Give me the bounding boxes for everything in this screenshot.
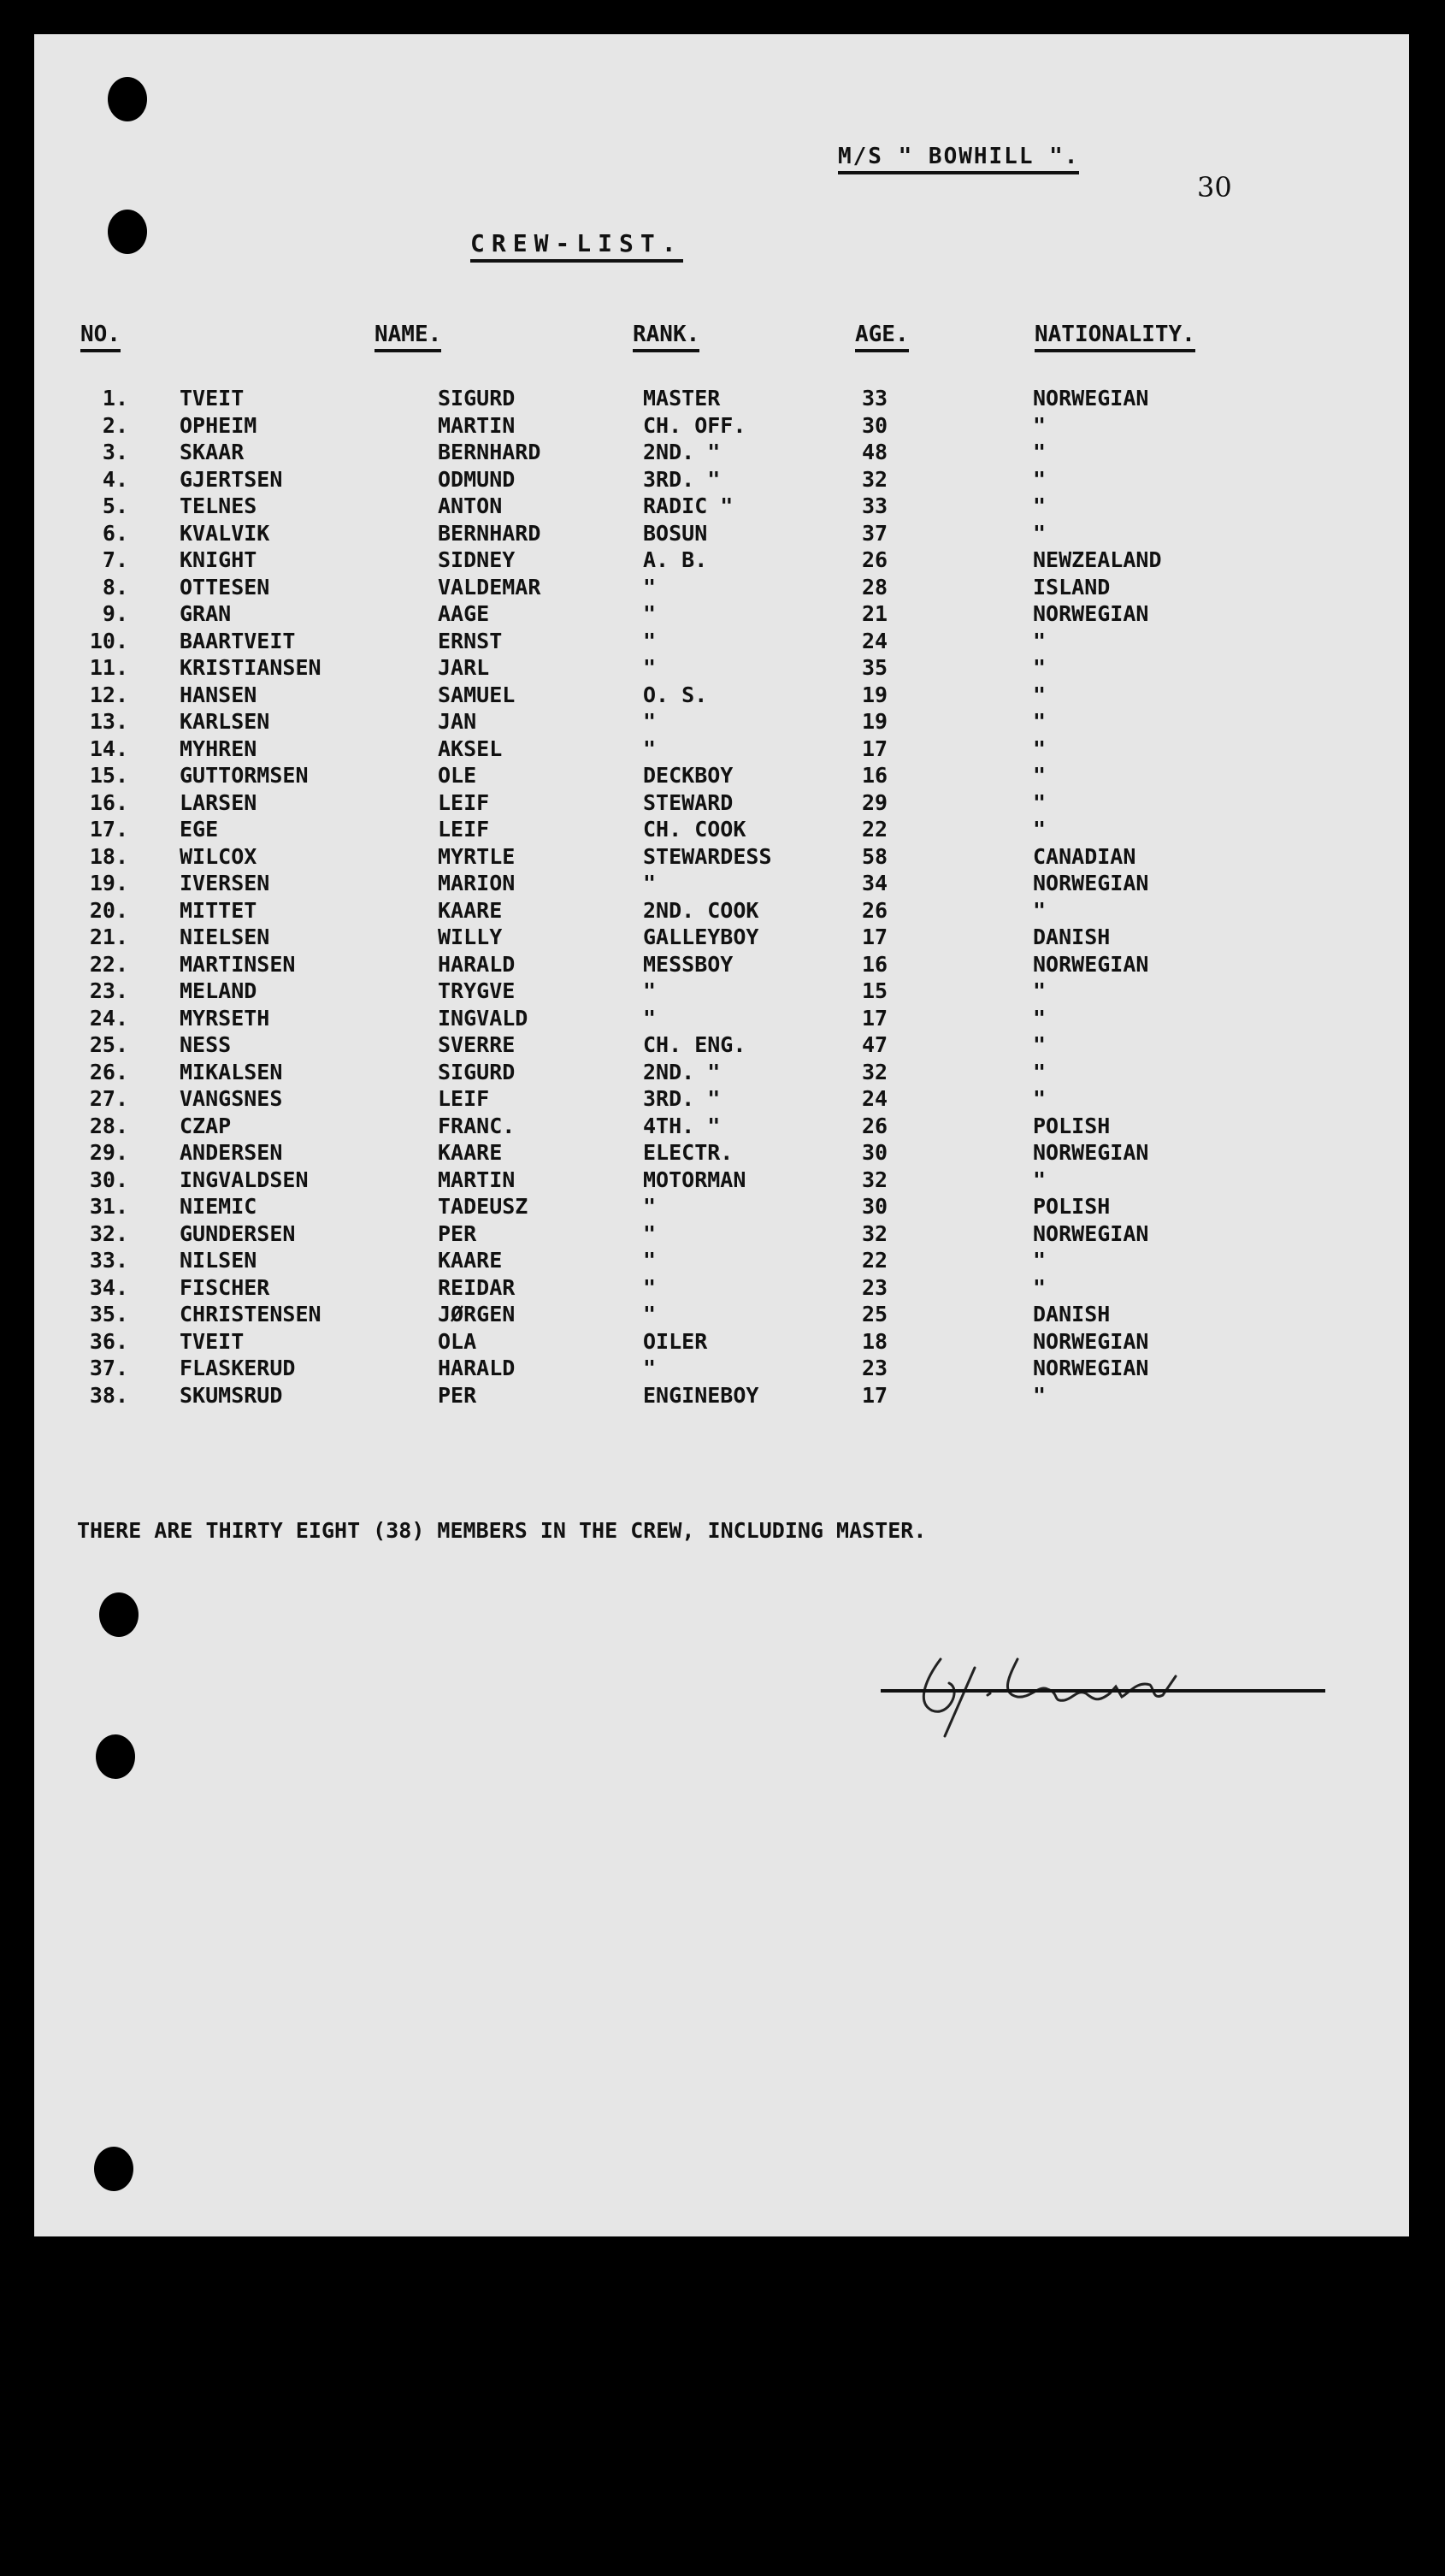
crew-nationality: NEWZEALAND <box>1033 547 1162 572</box>
crew-rank: 2ND. COOK <box>643 897 759 923</box>
crew-surname: NIELSEN <box>180 925 270 949</box>
crew-nationality: ISLAND <box>1033 574 1111 600</box>
crew-age: 32 <box>862 1167 888 1192</box>
crew-row <box>34 1031 1409 1059</box>
crew-rank: 2ND. " <box>643 440 721 464</box>
crew-first-name: ANTON <box>438 493 503 518</box>
crew-number: 3. <box>102 440 128 464</box>
crew-age: 24 <box>862 628 888 653</box>
crew-first-name: SIGURD <box>438 1059 516 1084</box>
crew-surname: GJERTSEN <box>180 466 283 492</box>
crew-rank: " <box>643 1302 657 1326</box>
crew-rank: OILER <box>643 1328 708 1354</box>
crew-first-name: TADEUSZ <box>438 1194 528 1219</box>
crew-number: 22. <box>89 951 128 977</box>
crew-surname: KVALVIK <box>180 520 270 546</box>
crew-surname: WILCOX <box>180 843 257 869</box>
crew-surname: KNIGHT <box>180 547 257 572</box>
punch-hole <box>96 1734 135 1779</box>
crew-first-name: TRYGVE <box>438 978 516 1003</box>
crew-nationality: POLISH <box>1033 1194 1111 1219</box>
crew-surname: LARSEN <box>180 789 257 815</box>
crew-row <box>34 547 1409 574</box>
crew-rank: STEWARD <box>643 789 734 815</box>
crew-rank: " <box>643 601 657 626</box>
crew-nationality: " <box>1033 1086 1047 1111</box>
crew-first-name: SAMUEL <box>438 682 516 707</box>
crew-nationality: " <box>1033 763 1047 788</box>
crew-age: 25 <box>862 1302 888 1326</box>
crew-number: 38. <box>89 1382 128 1408</box>
crew-row <box>34 1355 1409 1382</box>
crew-row <box>34 385 1409 412</box>
crew-surname: VANGSNES <box>180 1086 283 1111</box>
page-number: 30 <box>1197 171 1232 204</box>
crew-number: 15. <box>89 763 128 788</box>
crew-nationality: " <box>1033 817 1047 842</box>
crew-row <box>34 1382 1409 1409</box>
crew-nationality: NORWEGIAN <box>1033 601 1149 626</box>
crew-first-name: AKSEL <box>438 736 503 761</box>
crew-nationality: DANISH <box>1033 1302 1111 1326</box>
crew-row <box>34 816 1409 843</box>
crew-surname: FISCHER <box>180 1274 270 1300</box>
crew-first-name: SVERRE <box>438 1032 516 1057</box>
crew-rank: A. B. <box>643 547 708 572</box>
crew-nationality: " <box>1033 520 1047 546</box>
crew-rank: ENGINEBOY <box>643 1382 759 1408</box>
crew-row <box>34 412 1409 440</box>
crew-surname: CHRISTENSEN <box>180 1302 321 1326</box>
crew-number: 31. <box>89 1194 128 1219</box>
punch-hole <box>108 77 147 121</box>
crew-first-name: ODMUND <box>438 466 516 492</box>
crew-surname: OPHEIM <box>180 412 257 438</box>
crew-nationality: CANADIAN <box>1033 843 1136 869</box>
crew-nationality: " <box>1033 1032 1047 1057</box>
crew-rank: DECKBOY <box>643 763 734 788</box>
crew-number: 36. <box>89 1328 128 1354</box>
crew-age: 26 <box>862 1113 888 1138</box>
crew-rank: ELECTR. <box>643 1140 734 1165</box>
crew-age: 32 <box>862 466 888 492</box>
crew-first-name: REIDAR <box>438 1274 516 1300</box>
crew-nationality: POLISH <box>1033 1113 1111 1138</box>
crew-surname: TELNES <box>180 493 257 518</box>
column-header-no: NO. <box>80 322 121 352</box>
crew-number: 26. <box>89 1059 128 1084</box>
crew-number: 27. <box>89 1086 128 1111</box>
crew-nationality: NORWEGIAN <box>1033 871 1149 895</box>
crew-number: 1. <box>102 386 128 411</box>
crew-row <box>34 574 1409 601</box>
crew-row <box>34 951 1409 978</box>
crew-first-name: MARTIN <box>438 1167 516 1192</box>
crew-nationality: " <box>1033 1382 1047 1408</box>
crew-age: 21 <box>862 601 888 626</box>
crew-age: 30 <box>862 1140 888 1165</box>
crew-row <box>34 654 1409 682</box>
crew-surname: MYHREN <box>180 736 257 761</box>
crew-number: 24. <box>89 1005 128 1031</box>
crew-row <box>34 897 1409 925</box>
crew-rank: CH. COOK <box>643 817 746 842</box>
crew-rank: RADIC " <box>643 493 734 518</box>
crew-age: 23 <box>862 1356 888 1380</box>
crew-rank: " <box>643 736 657 761</box>
crew-first-name: SIGURD <box>438 386 516 411</box>
crew-first-name: PER <box>438 1220 477 1246</box>
crew-age: 22 <box>862 1248 888 1273</box>
crew-surname: MYRSETH <box>180 1005 270 1031</box>
crew-surname: GRAN <box>180 601 232 626</box>
crew-first-name: PER <box>438 1382 477 1408</box>
crew-first-name: OLA <box>438 1328 477 1354</box>
crew-rank: BOSUN <box>643 520 708 546</box>
crew-number: 17. <box>89 817 128 842</box>
crew-row <box>34 1193 1409 1220</box>
crew-surname: SKUMSRUD <box>180 1382 283 1408</box>
crew-rank: CH. OFF. <box>643 412 746 438</box>
crew-age: 33 <box>862 386 888 411</box>
crew-age: 22 <box>862 817 888 842</box>
crew-surname: MELAND <box>180 978 257 1003</box>
crew-rank: 3RD. " <box>643 466 721 492</box>
crew-number: 6. <box>102 520 128 546</box>
crew-nationality: " <box>1033 709 1047 734</box>
crew-age: 30 <box>862 1194 888 1219</box>
crew-rank: 4TH. " <box>643 1113 721 1138</box>
crew-surname: TVEIT <box>180 386 245 411</box>
document-page <box>34 34 1409 2236</box>
crew-nationality: " <box>1033 736 1047 761</box>
crew-surname: NESS <box>180 1032 232 1057</box>
crew-age: 37 <box>862 520 888 546</box>
crew-age: 17 <box>862 925 888 949</box>
crew-nationality: NORWEGIAN <box>1033 951 1149 977</box>
crew-age: 33 <box>862 493 888 518</box>
crew-row <box>34 762 1409 789</box>
column-header-rank: RANK. <box>633 322 699 352</box>
crew-rank: " <box>643 1274 657 1300</box>
crew-row <box>34 978 1409 1005</box>
crew-first-name: ERNST <box>438 628 503 653</box>
crew-number: 21. <box>89 925 128 949</box>
crew-rank: " <box>643 655 657 680</box>
crew-nationality: " <box>1033 1167 1047 1192</box>
crew-nationality: NORWEGIAN <box>1033 1220 1149 1246</box>
crew-age: 17 <box>862 1005 888 1031</box>
column-header-age: AGE. <box>855 322 909 352</box>
crew-first-name: JARL <box>438 655 490 680</box>
crew-first-name: JØRGEN <box>438 1302 516 1326</box>
crew-surname: TVEIT <box>180 1328 245 1354</box>
crew-surname: KRISTIANSEN <box>180 655 321 680</box>
crew-row <box>34 1005 1409 1032</box>
crew-first-name: WILLY <box>438 925 503 949</box>
crew-row <box>34 843 1409 871</box>
crew-list <box>34 385 1409 1409</box>
crew-number: 33. <box>89 1248 128 1273</box>
crew-surname: OTTESEN <box>180 574 270 600</box>
document-title: CREW-LIST. <box>470 229 683 263</box>
crew-number: 4. <box>102 466 128 492</box>
crew-nationality: NORWEGIAN <box>1033 1140 1149 1165</box>
crew-first-name: VALDEMAR <box>438 574 541 600</box>
crew-first-name: KAARE <box>438 1140 503 1165</box>
crew-row <box>34 1328 1409 1356</box>
crew-rank: MOTORMAN <box>643 1167 746 1192</box>
punch-hole <box>99 1592 139 1637</box>
crew-surname: CZAP <box>180 1113 232 1138</box>
crew-row <box>34 789 1409 817</box>
crew-row <box>34 708 1409 736</box>
crew-number: 23. <box>89 978 128 1003</box>
crew-row <box>34 466 1409 493</box>
crew-first-name: BERNHARD <box>438 520 541 546</box>
crew-nationality: " <box>1033 978 1047 1003</box>
crew-number: 18. <box>89 843 128 869</box>
crew-first-name: LEIF <box>438 789 490 815</box>
crew-age: 19 <box>862 682 888 707</box>
crew-first-name: MARION <box>438 871 516 895</box>
crew-rank: GALLEYBOY <box>643 925 759 949</box>
crew-nationality: " <box>1033 1248 1047 1273</box>
signature-scrawl <box>881 1608 1325 1762</box>
crew-row <box>34 1301 1409 1328</box>
crew-age: 29 <box>862 789 888 815</box>
crew-number: 10. <box>89 628 128 653</box>
crew-rank: CH. ENG. <box>643 1032 746 1057</box>
crew-first-name: MARTIN <box>438 412 516 438</box>
crew-nationality: " <box>1033 1005 1047 1031</box>
crew-first-name: FRANC. <box>438 1113 516 1138</box>
crew-row <box>34 682 1409 709</box>
crew-surname: NIEMIC <box>180 1194 257 1219</box>
crew-age: 34 <box>862 871 888 895</box>
column-header-name: NAME. <box>375 322 441 352</box>
crew-row <box>34 439 1409 466</box>
crew-first-name: MYRTLE <box>438 843 516 869</box>
crew-row <box>34 1167 1409 1194</box>
crew-nationality: " <box>1033 628 1047 653</box>
crew-nationality: " <box>1033 1059 1047 1084</box>
crew-nationality: NORWEGIAN <box>1033 386 1149 411</box>
crew-rank: " <box>643 1194 657 1219</box>
crew-surname: MITTET <box>180 897 257 923</box>
crew-surname: INGVALDSEN <box>180 1167 309 1192</box>
crew-number: 34. <box>89 1274 128 1300</box>
crew-number: 37. <box>89 1356 128 1380</box>
crew-age: 16 <box>862 763 888 788</box>
crew-nationality: NORWEGIAN <box>1033 1356 1149 1380</box>
crew-surname: SKAAR <box>180 440 245 464</box>
crew-row <box>34 1085 1409 1113</box>
crew-number: 8. <box>102 574 128 600</box>
crew-rank: " <box>643 628 657 653</box>
crew-age: 28 <box>862 574 888 600</box>
crew-age: 26 <box>862 897 888 923</box>
crew-number: 25. <box>89 1032 128 1057</box>
crew-first-name: INGVALD <box>438 1005 528 1031</box>
crew-age: 32 <box>862 1220 888 1246</box>
crew-number: 29. <box>89 1140 128 1165</box>
crew-row <box>34 924 1409 951</box>
crew-age: 15 <box>862 978 888 1003</box>
crew-age: 24 <box>862 1086 888 1111</box>
crew-age: 23 <box>862 1274 888 1300</box>
crew-surname: ANDERSEN <box>180 1140 283 1165</box>
crew-number: 32. <box>89 1220 128 1246</box>
crew-age: 35 <box>862 655 888 680</box>
crew-age: 18 <box>862 1328 888 1354</box>
crew-surname: NILSEN <box>180 1248 257 1273</box>
crew-row <box>34 600 1409 628</box>
crew-first-name: SIDNEY <box>438 547 516 572</box>
ship-name: M/S " BOWHILL ". <box>838 144 1079 174</box>
crew-nationality: " <box>1033 682 1047 707</box>
crew-age: 58 <box>862 843 888 869</box>
crew-first-name: LEIF <box>438 1086 490 1111</box>
crew-nationality: NORWEGIAN <box>1033 1328 1149 1354</box>
crew-row <box>34 628 1409 655</box>
crew-first-name: BERNHARD <box>438 440 541 464</box>
crew-rank: " <box>643 1356 657 1380</box>
crew-age: 30 <box>862 412 888 438</box>
crew-row <box>34 1139 1409 1167</box>
crew-number: 28. <box>89 1113 128 1138</box>
crew-rank: MESSBOY <box>643 951 734 977</box>
punch-hole <box>108 210 147 254</box>
crew-number: 16. <box>89 789 128 815</box>
crew-first-name: OLE <box>438 763 477 788</box>
crew-surname: FLASKERUD <box>180 1356 296 1380</box>
crew-nationality: DANISH <box>1033 925 1111 949</box>
crew-number: 13. <box>89 709 128 734</box>
crew-row <box>34 520 1409 547</box>
crew-rank: " <box>643 978 657 1003</box>
crew-nationality: " <box>1033 466 1047 492</box>
crew-age: 47 <box>862 1032 888 1057</box>
crew-rank: " <box>643 574 657 600</box>
crew-summary: THERE ARE THIRTY EIGHT (38) MEMBERS IN THE CREW, INCLUDING MASTER. <box>77 1518 927 1543</box>
crew-surname: MIKALSEN <box>180 1059 283 1084</box>
crew-surname: MARTINSEN <box>180 951 296 977</box>
crew-row <box>34 736 1409 763</box>
crew-first-name: KAARE <box>438 897 503 923</box>
crew-age: 17 <box>862 1382 888 1408</box>
crew-nationality: " <box>1033 1274 1047 1300</box>
crew-nationality: " <box>1033 789 1047 815</box>
signature-line <box>881 1689 1325 1693</box>
crew-surname: GUNDERSEN <box>180 1220 296 1246</box>
crew-row <box>34 1274 1409 1302</box>
crew-number: 7. <box>102 547 128 572</box>
crew-first-name: HARALD <box>438 951 516 977</box>
crew-rank: O. S. <box>643 682 708 707</box>
crew-age: 48 <box>862 440 888 464</box>
crew-number: 11. <box>89 655 128 680</box>
crew-first-name: JAN <box>438 709 477 734</box>
crew-rank: STEWARDESS <box>643 843 772 869</box>
crew-rank: 2ND. " <box>643 1059 721 1084</box>
crew-nationality: " <box>1033 440 1047 464</box>
crew-rank: " <box>643 1248 657 1273</box>
crew-row <box>34 1220 1409 1248</box>
crew-age: 16 <box>862 951 888 977</box>
crew-number: 9. <box>102 601 128 626</box>
crew-nationality: " <box>1033 412 1047 438</box>
crew-number: 35. <box>89 1302 128 1326</box>
crew-rank: MASTER <box>643 386 721 411</box>
crew-surname: GUTTORMSEN <box>180 763 309 788</box>
crew-first-name: LEIF <box>438 817 490 842</box>
crew-age: 17 <box>862 736 888 761</box>
crew-number: 19. <box>89 871 128 895</box>
crew-first-name: KAARE <box>438 1248 503 1273</box>
crew-first-name: HARALD <box>438 1356 516 1380</box>
crew-row <box>34 1247 1409 1274</box>
crew-rank: " <box>643 709 657 734</box>
crew-surname: EGE <box>180 817 219 842</box>
punch-hole <box>94 2147 133 2191</box>
crew-row <box>34 493 1409 520</box>
crew-rank: " <box>643 1005 657 1031</box>
crew-rank: 3RD. " <box>643 1086 721 1111</box>
column-header-nationality: NATIONALITY. <box>1035 322 1195 352</box>
crew-nationality: " <box>1033 897 1047 923</box>
crew-row <box>34 870 1409 897</box>
crew-age: 26 <box>862 547 888 572</box>
signature <box>881 1608 1325 1762</box>
crew-surname: KARLSEN <box>180 709 270 734</box>
crew-surname: IVERSEN <box>180 871 270 895</box>
crew-rank: " <box>643 1220 657 1246</box>
crew-age: 32 <box>862 1059 888 1084</box>
crew-surname: BAARTVEIT <box>180 628 296 653</box>
crew-number: 30. <box>89 1167 128 1192</box>
crew-number: 14. <box>89 736 128 761</box>
crew-row <box>34 1059 1409 1086</box>
crew-row <box>34 1113 1409 1140</box>
crew-nationality: " <box>1033 655 1047 680</box>
crew-nationality: " <box>1033 493 1047 518</box>
crew-number: 2. <box>102 412 128 438</box>
crew-number: 12. <box>89 682 128 707</box>
crew-number: 5. <box>102 493 128 518</box>
crew-number: 20. <box>89 897 128 923</box>
crew-surname: HANSEN <box>180 682 257 707</box>
crew-age: 19 <box>862 709 888 734</box>
crew-rank: " <box>643 871 657 895</box>
crew-first-name: AAGE <box>438 601 490 626</box>
